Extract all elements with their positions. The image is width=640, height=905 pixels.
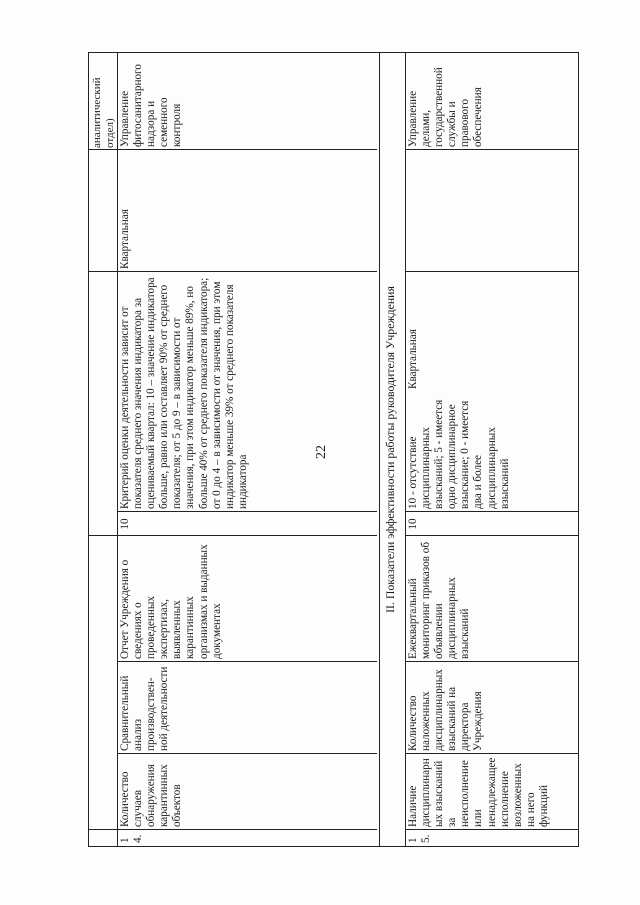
column-divider	[405, 271, 578, 272]
reporting-period-spacer	[405, 150, 580, 272]
table-row-top	[89, 53, 117, 846]
reporting-period: Квартальная	[119, 209, 131, 269]
row-divider	[379, 53, 380, 846]
calculation-method: Сравнительный анализ производствен-ной деятельности	[119, 666, 171, 751]
column-divider	[89, 829, 377, 830]
evaluation-criteria: 10 - отсутствие дисциплинарных взысканий; 5 - имеется одно дисциплинарное взыскание; 0 - имеется два и более дисциплинарных взысканий	[407, 399, 511, 509]
column-divider	[405, 149, 578, 150]
indicator-name: Количество случаев обнаружения карантинных объектов	[119, 764, 184, 827]
row-number: 14.	[119, 834, 145, 843]
table-row-15	[405, 53, 580, 846]
column-divider	[117, 661, 377, 662]
responsible-unit: Управление делами, государственной службы и правового обеспечения	[407, 67, 485, 147]
column-divider	[89, 271, 377, 272]
page-number: 22	[314, 445, 329, 459]
evaluation-criteria: Критерий оценки деятельности зависит от показателя среднего значения индикатора за оцениваемый квартал: 10 – значение индикатора больше, равно или составляет 90% от среднего показателя; от 5 до 9 – в зависимости от значения, при этом индикатор меньше 89%, но больше 40% от среднего показателя индикатора; от 0 до 4 – в зависимости от значения, при этом индикатор меньше 39% от среднего показателя индикатора	[119, 277, 249, 509]
column-divider	[405, 535, 578, 536]
data-source: Отчет Учреждения о сведениях о проведенных экспертизах, выявленных карантинных организмах и выданных документах	[119, 544, 223, 659]
column-divider	[89, 535, 377, 536]
column-divider	[117, 511, 377, 512]
rotated-table-wrapper	[88, 52, 579, 847]
column-divider	[405, 753, 578, 754]
section-title: II. Показатели эффективности работы руководителя Учреждения	[383, 286, 397, 613]
responsible-unit: Управление фитосанитарного надзора и семенного контроля	[119, 64, 184, 147]
row-number: 15.	[407, 834, 433, 843]
section-row	[379, 53, 405, 846]
column-divider	[405, 829, 578, 830]
column-divider	[405, 661, 578, 662]
calculation-method: Количество наложенных дисциплинарных взысканий на директора Учреждения	[407, 669, 485, 751]
weight-value: 10	[407, 518, 419, 530]
responsible-cell: аналитический отдел)	[91, 77, 117, 148]
weight-value: 10	[119, 518, 131, 530]
column-divider	[89, 149, 377, 150]
data-source: Ежеквартальный мониторинг приказов об объявлении дисциплинарных взысканий	[407, 541, 472, 659]
column-divider	[405, 511, 578, 512]
indicator-name: Наличие дисциплинарных взысканий за неисполнение или ненадлежащее исполнение возложенных на него функций	[407, 757, 550, 827]
table-row-14	[117, 53, 379, 846]
criteria-table	[88, 52, 579, 847]
row-divider	[117, 53, 118, 846]
reporting-period: Квартальная	[407, 329, 419, 389]
row-divider	[405, 53, 406, 846]
column-divider	[117, 753, 377, 754]
